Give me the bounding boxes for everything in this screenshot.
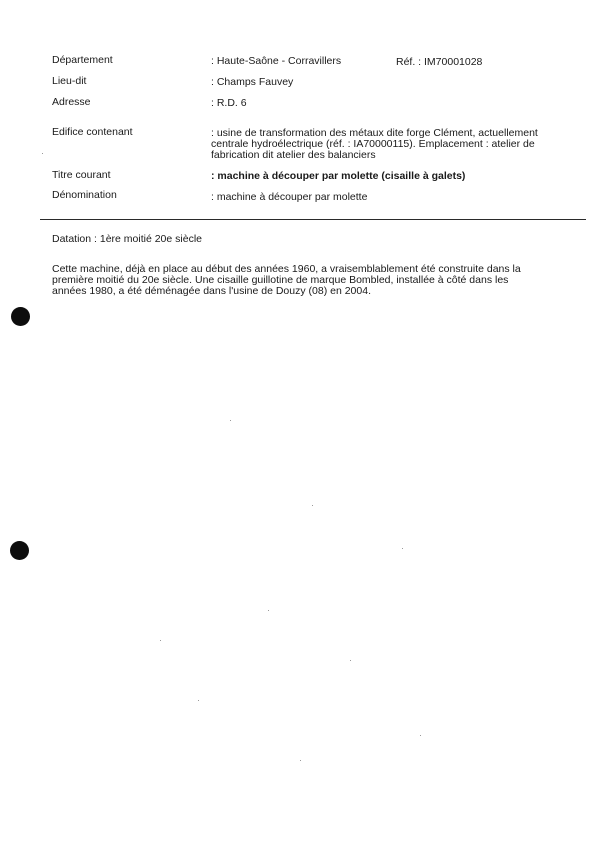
reference: Réf. : IM70001028 xyxy=(396,56,483,68)
titre-courant-value: : machine à découper par molette (cisaille à galets) xyxy=(211,170,466,182)
titre-courant-label: Titre courant xyxy=(52,169,111,181)
description-paragraph: Cette machine, déjà en place au début des années 1960, a vraisemblablement été construite dans la première moitié du 20e siècle. Une cisaille guillotine de marque Bombled, installée à côté dans les années 1980, a été déménagée dans l'usine de Douzy (08) en 2004. xyxy=(52,263,521,297)
lieu-dit-value: : Champs Fauvey xyxy=(211,76,294,88)
punch-hole-bottom xyxy=(10,541,29,560)
denomination-label: Dénomination xyxy=(52,189,117,201)
edifice-label: Edifice contenant xyxy=(52,126,133,138)
edifice-value: : usine de transformation des métaux dite forge Clément, actuellement centrale hydroélectrique (réf. : IA70000115). Emplacement : atelier de fabrication dit atelier des balanciers xyxy=(211,127,538,161)
lieu-dit-label: Lieu-dit xyxy=(52,75,87,87)
datation: Datation : 1ère moitié 20e siècle xyxy=(52,233,202,245)
adresse-label: Adresse xyxy=(52,96,91,108)
departement-label: Département xyxy=(52,54,113,66)
punch-hole-top xyxy=(11,307,30,326)
header-divider xyxy=(40,219,586,220)
adresse-value: : R.D. 6 xyxy=(211,97,247,109)
denomination-value: : machine à découper par molette xyxy=(211,191,368,203)
departement-value: : Haute-Saône - Corravillers xyxy=(211,55,342,67)
